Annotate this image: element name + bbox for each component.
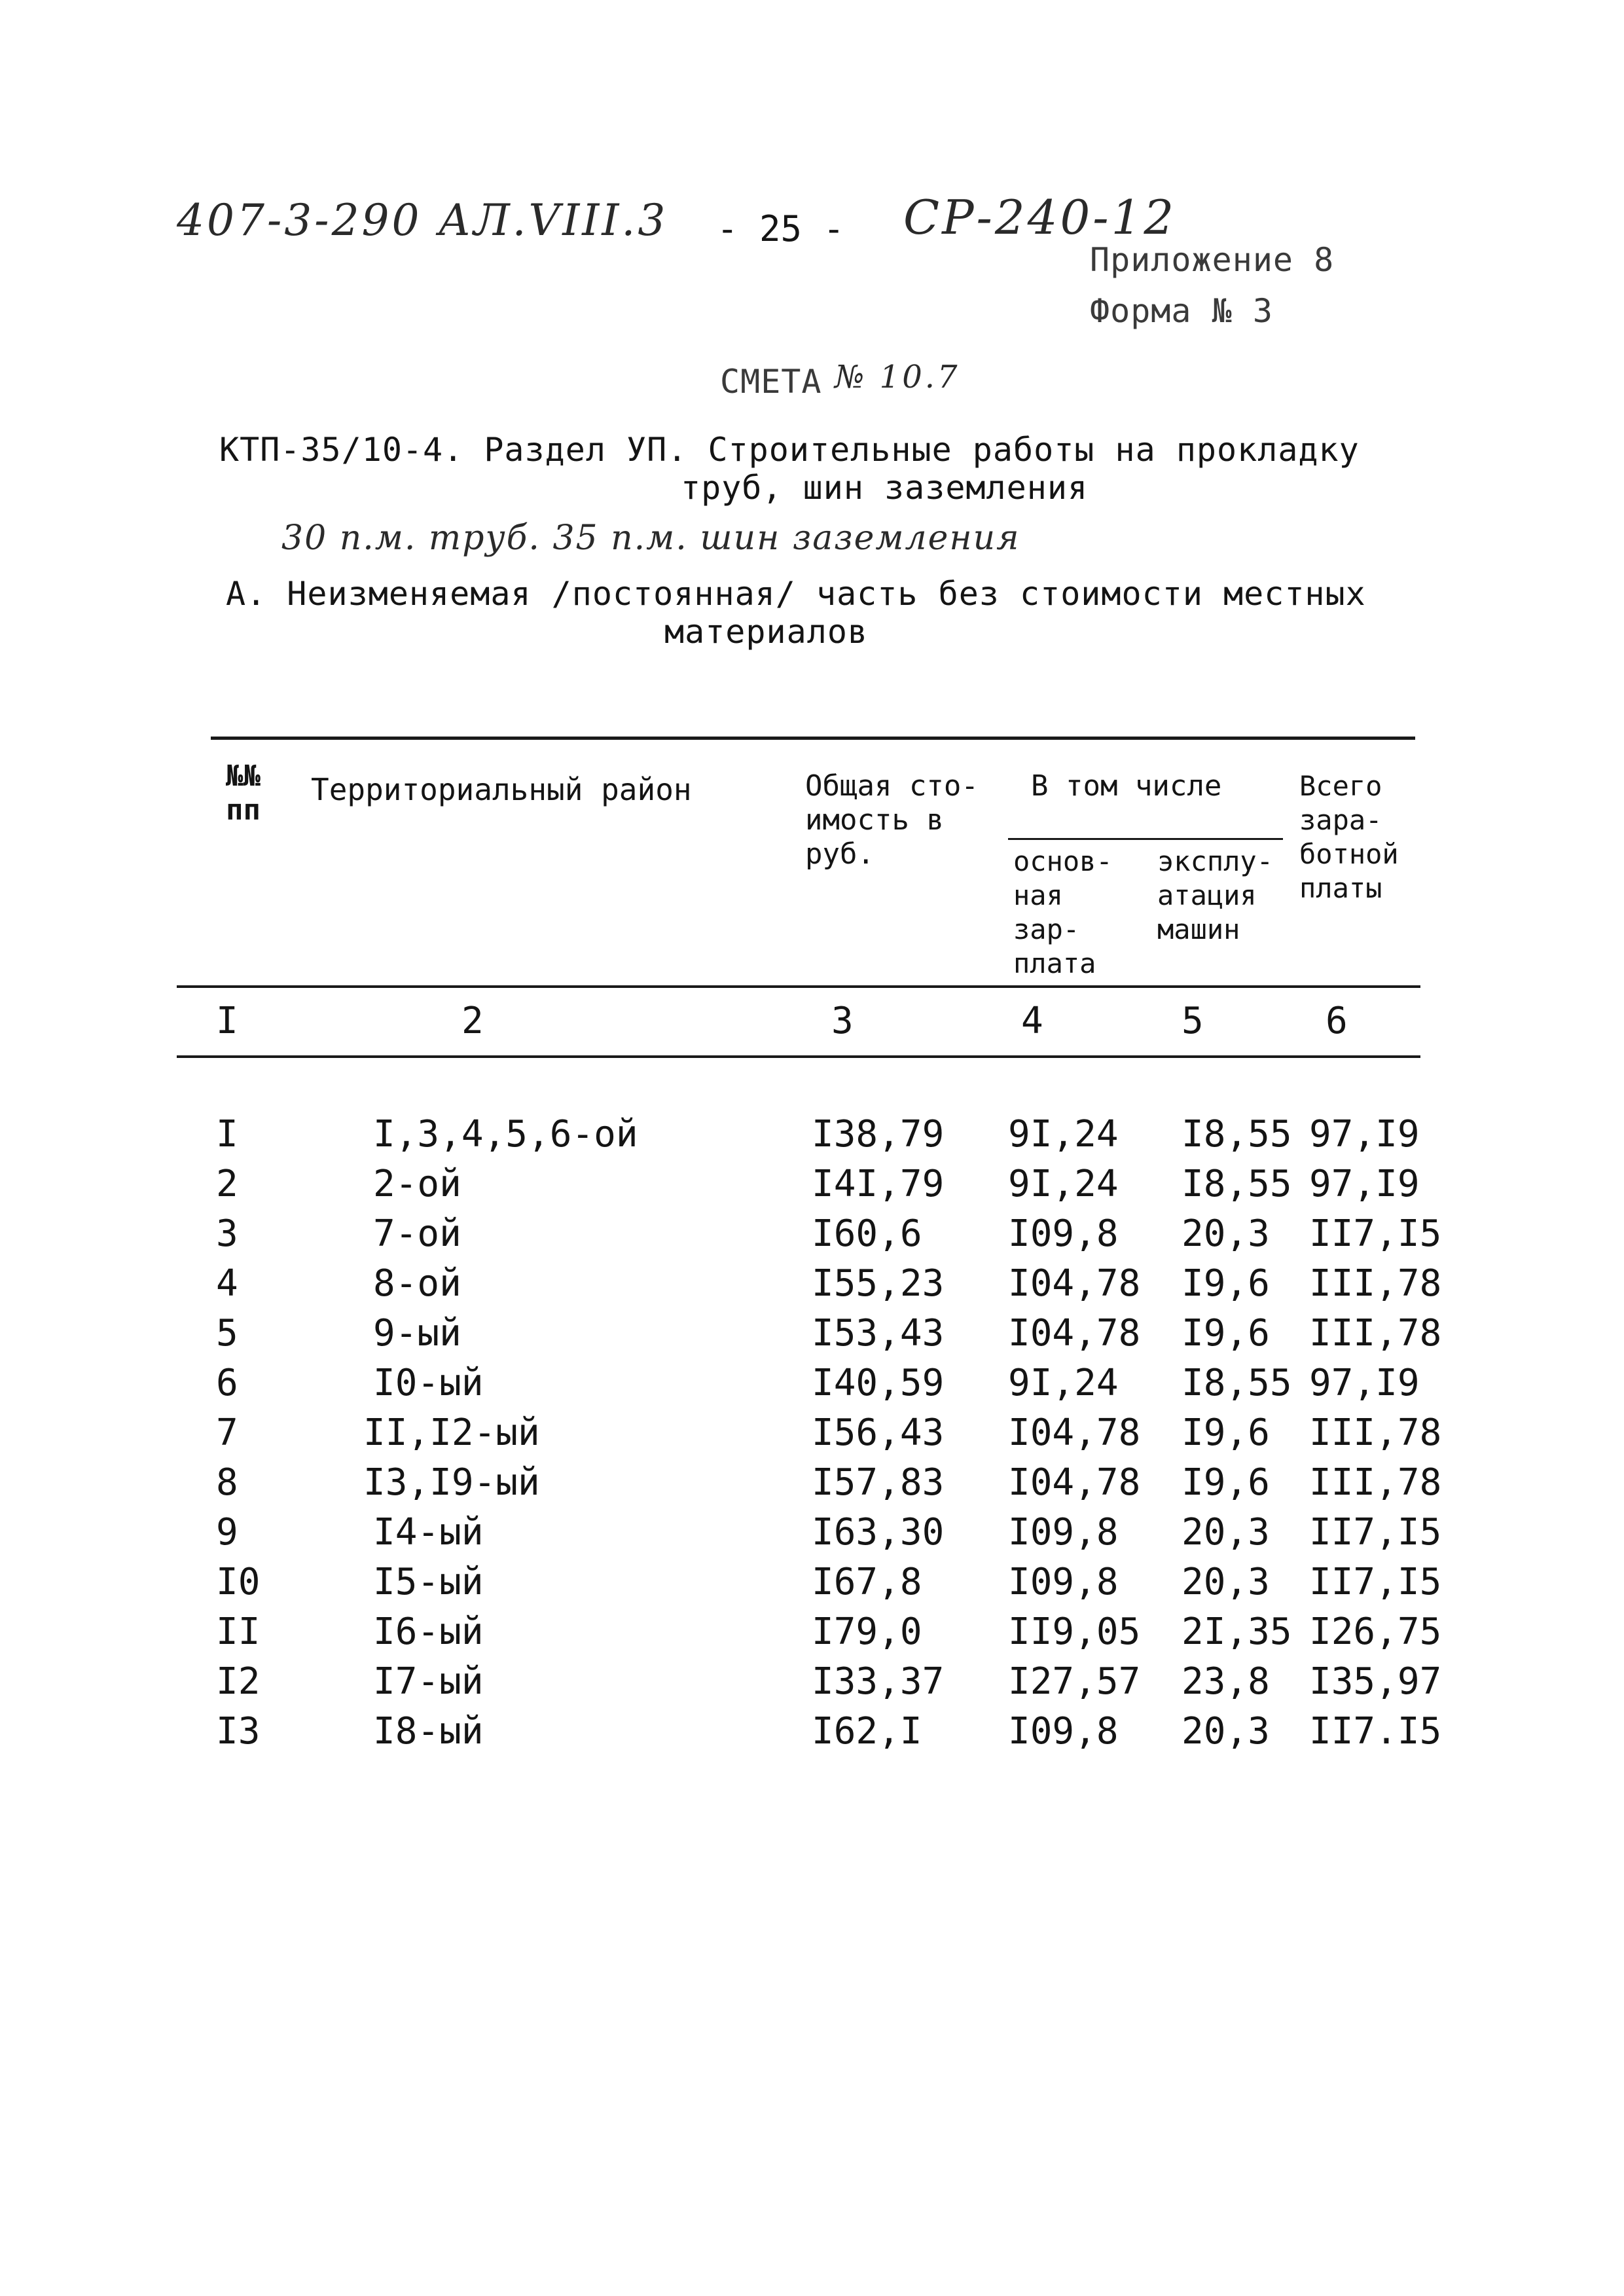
row-total-wages: III,78 xyxy=(1309,1412,1442,1454)
row-total-wages: 97,I9 xyxy=(1309,1113,1420,1156)
row-base-wages: I09,8 xyxy=(1008,1710,1119,1753)
row-region: I0-ый xyxy=(373,1362,484,1404)
row-total-wages: II7,I5 xyxy=(1309,1511,1442,1554)
row-base-wages: I04,78 xyxy=(1008,1312,1141,1355)
row-machine-operation: 20,3 xyxy=(1182,1710,1270,1753)
row-machine-operation: I8,55 xyxy=(1182,1113,1292,1156)
row-total-cost: I38,79 xyxy=(812,1113,945,1156)
row-total-wages: I35,97 xyxy=(1309,1660,1442,1703)
row-number: 8 xyxy=(216,1461,238,1504)
row-machine-operation: 23,8 xyxy=(1182,1660,1270,1703)
row-region: I7-ый xyxy=(373,1660,484,1703)
row-number: I2 xyxy=(216,1660,261,1703)
row-region: I8-ый xyxy=(373,1710,484,1753)
row-total-cost: I63,30 xyxy=(812,1511,945,1554)
row-total-wages: III,78 xyxy=(1309,1262,1442,1305)
row-number: 7 xyxy=(216,1412,238,1454)
row-total-cost: I56,43 xyxy=(812,1412,945,1454)
row-region: I,3,4,5,6-ой xyxy=(373,1113,638,1156)
header-total-wages: Всего зара- ботной платы xyxy=(1299,770,1399,904)
row-number: I xyxy=(216,1113,238,1156)
column-numbers-rule xyxy=(177,1055,1420,1058)
subject-line-1: КТП-35/10-4. Раздел УП. Строительные работы на прокладку xyxy=(219,431,1360,469)
row-base-wages: 9I,24 xyxy=(1008,1163,1119,1205)
row-region: 2-ой xyxy=(373,1163,461,1205)
row-total-wages: III,78 xyxy=(1309,1312,1442,1355)
row-number: II xyxy=(216,1611,261,1653)
column-number: 6 xyxy=(1326,1000,1348,1042)
column-number: I xyxy=(216,1000,238,1042)
header-region: Территориальный район xyxy=(311,772,692,807)
row-region: I6-ый xyxy=(373,1611,484,1653)
row-machine-operation: 20,3 xyxy=(1182,1212,1270,1255)
sheet-code-handwritten: СР-240-12 xyxy=(903,190,1177,245)
row-total-wages: II7,I5 xyxy=(1309,1561,1442,1603)
document-code-handwritten: 407-3-290 АЛ.VIII.3 xyxy=(177,195,668,246)
row-base-wages: I09,8 xyxy=(1008,1212,1119,1255)
row-total-wages: I26,75 xyxy=(1309,1611,1442,1653)
row-total-cost: I4I,79 xyxy=(812,1163,945,1205)
header-wages: основ- ная зар- плата xyxy=(1013,845,1113,979)
header-machines: эксплу- атация машин xyxy=(1157,845,1274,945)
row-number: 9 xyxy=(216,1511,238,1554)
form-label: Форма № 3 xyxy=(1090,292,1273,330)
row-total-cost: I40,59 xyxy=(812,1362,945,1404)
row-base-wages: I04,78 xyxy=(1008,1412,1141,1454)
row-base-wages: I27,57 xyxy=(1008,1660,1141,1703)
row-region: 8-ой xyxy=(373,1262,461,1305)
row-total-cost: I67,8 xyxy=(812,1561,922,1603)
row-machine-operation: 20,3 xyxy=(1182,1561,1270,1603)
part-line-2: материалов xyxy=(664,613,869,651)
row-machine-operation: 20,3 xyxy=(1182,1511,1270,1554)
row-machine-operation: I9,6 xyxy=(1182,1412,1270,1454)
estimate-title: СМЕТА xyxy=(720,363,822,401)
column-number: 2 xyxy=(461,1000,484,1042)
row-number: 6 xyxy=(216,1362,238,1404)
row-base-wages: 9I,24 xyxy=(1008,1113,1119,1156)
row-region: I4-ый xyxy=(373,1511,484,1554)
row-base-wages: I04,78 xyxy=(1008,1461,1141,1504)
appendix-label: Приложение 8 xyxy=(1090,241,1335,279)
row-total-wages: 97,I9 xyxy=(1309,1163,1420,1205)
estimate-number-handwritten: № 10.7 xyxy=(835,359,960,395)
row-total-cost: I79,0 xyxy=(812,1611,922,1653)
row-region: 7-ой xyxy=(373,1212,461,1255)
row-base-wages: I09,8 xyxy=(1008,1511,1119,1554)
row-machine-operation: I8,55 xyxy=(1182,1362,1292,1404)
column-number: 5 xyxy=(1182,1000,1204,1042)
row-machine-operation: 2I,35 xyxy=(1182,1611,1292,1653)
row-base-wages: 9I,24 xyxy=(1008,1362,1119,1404)
header-num: №№ пп xyxy=(226,759,261,827)
row-region: 9-ый xyxy=(373,1312,461,1355)
row-total-wages: II7.I5 xyxy=(1309,1710,1442,1753)
row-number: 2 xyxy=(216,1163,238,1205)
row-machine-operation: I9,6 xyxy=(1182,1262,1270,1305)
header-total: Общая сто- имость в руб. xyxy=(805,769,979,871)
row-total-wages: 97,I9 xyxy=(1309,1362,1420,1404)
row-total-cost: I53,43 xyxy=(812,1312,945,1355)
row-base-wages: I09,8 xyxy=(1008,1561,1119,1603)
column-number: 4 xyxy=(1021,1000,1043,1042)
row-region: II,I2-ый xyxy=(363,1412,540,1454)
row-base-wages: I04,78 xyxy=(1008,1262,1141,1305)
quantities-handwritten: 30 п.м. труб. 35 п.м. шин заземления xyxy=(281,519,1020,558)
row-machine-operation: I9,6 xyxy=(1182,1312,1270,1355)
row-region: I5-ый xyxy=(373,1561,484,1603)
part-line-1: А. Неизменяемая /постоянная/ часть без стоимости местных xyxy=(226,575,1366,613)
row-number: I3 xyxy=(216,1710,261,1753)
row-base-wages: II9,05 xyxy=(1008,1611,1141,1653)
row-number: I0 xyxy=(216,1561,261,1603)
row-total-wages: II7,I5 xyxy=(1309,1212,1442,1255)
row-total-cost: I57,83 xyxy=(812,1461,945,1504)
row-region: I3,I9-ый xyxy=(363,1461,540,1504)
row-total-cost: I33,37 xyxy=(812,1660,945,1703)
row-total-cost: I55,23 xyxy=(812,1262,945,1305)
row-number: 5 xyxy=(216,1312,238,1355)
row-machine-operation: I9,6 xyxy=(1182,1461,1270,1504)
page-number: - 25 - xyxy=(717,208,845,249)
header-included: В том числе xyxy=(1031,769,1222,803)
row-number: 3 xyxy=(216,1212,238,1255)
row-number: 4 xyxy=(216,1262,238,1305)
column-number: 3 xyxy=(831,1000,854,1042)
table-top-rule xyxy=(211,737,1415,740)
row-total-cost: I62,I xyxy=(812,1710,922,1753)
row-total-cost: I60,6 xyxy=(812,1212,922,1255)
row-total-wages: III,78 xyxy=(1309,1461,1442,1504)
header-bottom-rule xyxy=(177,985,1420,988)
subheader-rule xyxy=(1008,838,1283,840)
row-machine-operation: I8,55 xyxy=(1182,1163,1292,1205)
subject-line-2: труб, шин заземления xyxy=(681,469,1089,507)
